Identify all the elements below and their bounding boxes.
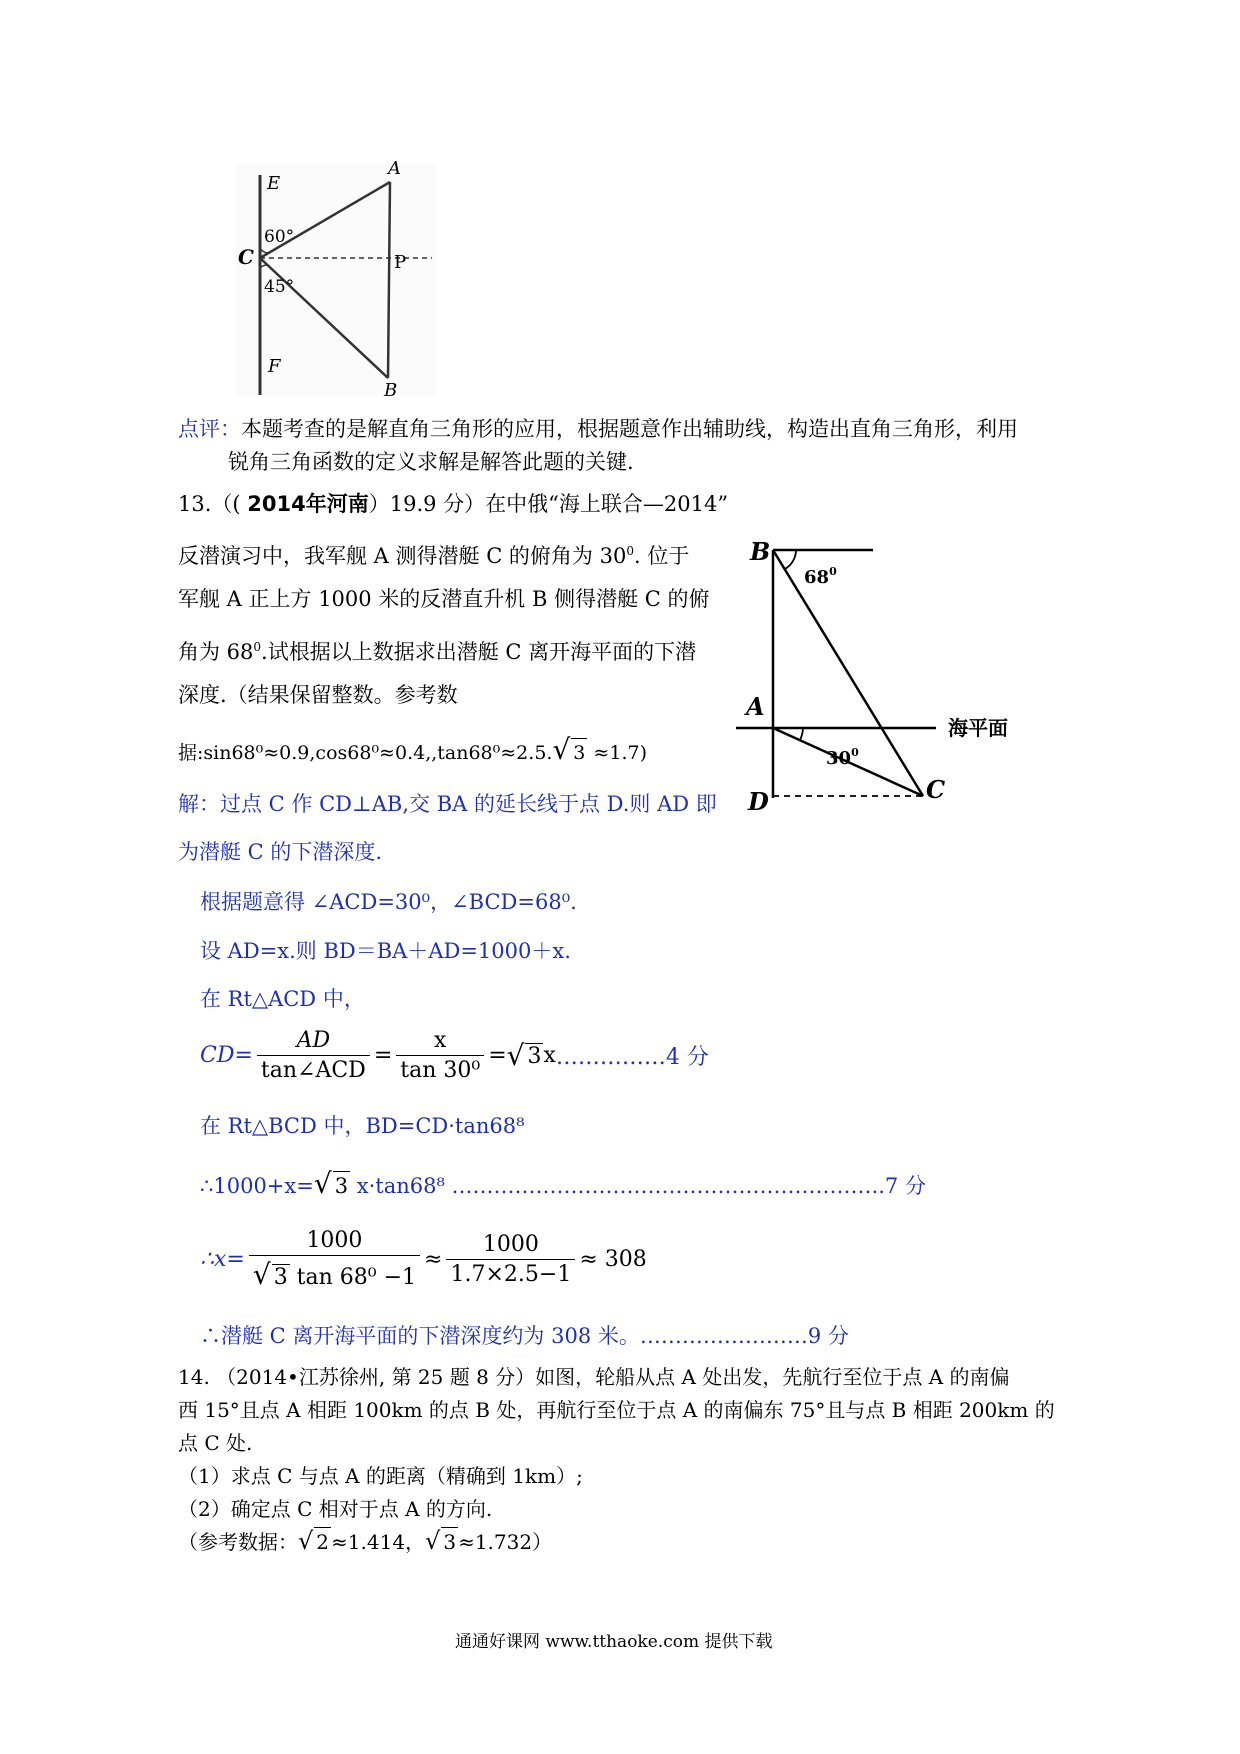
comment-label: 点评： [178, 417, 241, 441]
cd-label: CD= [200, 1043, 253, 1068]
q13-sup-1: 0 [626, 544, 634, 558]
cd-result-x: x [543, 1043, 556, 1068]
solution-line-8: ∴潜艇 C 离开海平面的下潜深度约为 308 米。……………………9 分 [200, 1324, 849, 1348]
q13-text-2-end: . 位于 [633, 544, 690, 568]
cd-score: ……………4 分 [555, 1045, 709, 1070]
label-E: E [267, 173, 281, 194]
cd-den-2: tan 30⁰ [400, 1058, 481, 1083]
comment-text-1: 本题考查的是解直角三角形的应用，根据题意作出辅助线，构造出直角三角形，利用 [241, 417, 1018, 441]
solution-line-1: 解：过点 C 作 CD⊥AB,交 BA 的延长线于点 D.则 AD 即 [178, 792, 717, 816]
q13-line-5: 深度.（结果保留整数。参考数 [178, 683, 458, 707]
s7-start: ∴1000+x= [200, 1174, 314, 1198]
label-A2: A [746, 692, 765, 721]
solution-line-5: 在 Rt△ACD 中， [200, 987, 365, 1011]
angle-30-value: 30 [826, 748, 852, 769]
figure-2-diagram [728, 528, 1048, 818]
q13-number: 13.（( [178, 492, 248, 516]
footer-text: 通通好课网 www.tthaoke.com 提供下载 [455, 1632, 773, 1652]
label-C: C [238, 245, 254, 269]
s7-sqrt-value: 3 [333, 1171, 350, 1200]
label-A: A [388, 160, 401, 179]
angle-68-sup: 0 [829, 565, 837, 578]
q13-sqrt-value: 3 [571, 738, 587, 767]
solution-line-2: 为潜艇 C 的下潜深度. [178, 840, 383, 864]
x-num-2: 1000 [446, 1232, 575, 1260]
q13-line-4 [178, 633, 696, 666]
x-den-1-rest: tan 68⁰ −1 [289, 1265, 417, 1290]
q13-line-3: 军舰 A 正上方 1000 米的反潜直升机 B 侧得潜艇 C 的俯 [178, 587, 710, 611]
x-den-1-sqrt: 3 [273, 1265, 288, 1290]
q13-source: 2014年河南 [247, 492, 369, 516]
label-B2: B [750, 537, 771, 566]
solution-line-7 [200, 1167, 926, 1200]
q14-line-6 [178, 1527, 552, 1556]
sqrt-symbol: √ [313, 1167, 332, 1200]
cd-den-1: tan∠ACD [260, 1058, 366, 1083]
x-result: ≈ 308 [579, 1247, 647, 1272]
solution-line-4: 设 AD=x.则 BD＝BA＋AD=1000＋x. [200, 939, 571, 963]
solution-line-6: 在 Rt△BCD 中，BD=CD·tan68⁸ [200, 1114, 525, 1138]
approx-sign: ≈ [424, 1247, 443, 1272]
q14-line-5: （2）确定点 C 相对于点 A 的方向. [178, 1497, 493, 1521]
q13-sup-2: 0 [253, 640, 262, 654]
q13-intro: ）19.9 分）在中俄“海上联合—2014” [368, 492, 729, 516]
cd-fraction-1 [257, 1028, 370, 1083]
q14-sqrt-3: 3 [441, 1527, 458, 1556]
label-P: P [394, 252, 407, 273]
cd-sqrt-value: 3 [527, 1043, 542, 1069]
q14-ref-1: ≈1.414， [331, 1530, 426, 1554]
x-equation [200, 1228, 647, 1291]
cd-num-2: x [396, 1028, 484, 1056]
solution-line-3: 根据题意得 ∠ACD=30⁰，∠BCD=68⁰. [200, 890, 577, 914]
q14-ref-2: ≈1.732） [458, 1530, 553, 1554]
angle-60: 60° [264, 227, 295, 247]
x-den-2: 1.7×2.5−1 [450, 1262, 572, 1287]
q13-text-4: 角为 68 [178, 640, 254, 664]
sqrt-symbol: √ [506, 1039, 525, 1072]
q14-line-2: 西 15°且点 A 相距 100km 的点 B 处，再航行至位于点 A 的南偏东 75°且与点 B 相距 200km 的 [178, 1398, 1055, 1422]
q13-text-4-end: .试根据以上数据求出潜艇 C 离开海平面的下潜 [261, 640, 697, 664]
q14-ref-label: （参考数据： [178, 1530, 298, 1554]
q13-line-1 [178, 490, 728, 518]
sqrt-symbol: √ [552, 733, 571, 766]
q14-line-1: 14. （2014•江苏徐州, 第 25 题 8 分）如图，轮船从点 A 处出发，先航行至位于点 A 的南偏 [178, 1365, 1010, 1389]
label-C2: C [926, 775, 946, 804]
angle-arc-A [800, 728, 803, 740]
result-equals: = [488, 1043, 507, 1068]
x-fraction-1 [249, 1228, 420, 1291]
cd-num-1: AD [257, 1028, 370, 1056]
s7-end: x·tan68⁸ ……………………………………………………..7 分 [350, 1174, 926, 1198]
label-sea-level: 海平面 [948, 716, 1008, 740]
q13-line-6 [178, 733, 647, 767]
sqrt-symbol: √ [252, 1258, 271, 1291]
equals-sign: = [373, 1043, 393, 1068]
label-B: B [384, 380, 398, 400]
x-num-1: 1000 [249, 1228, 420, 1256]
cd-equation [200, 1028, 709, 1083]
cd-fraction-2 [396, 1028, 484, 1083]
q13-text-2: 反潜演习中，我军舰 A 测得潜艇 C 的俯角为 30 [178, 544, 627, 568]
label-D2: D [748, 787, 769, 816]
figure-1-diagram [232, 160, 442, 400]
sqrt-symbol: √ [425, 1527, 441, 1555]
x-den-1 [249, 1256, 420, 1291]
comment-line-1 [178, 415, 1018, 443]
angle-arc-B [785, 550, 796, 569]
q14-line-4: （1）求点 C 与点 A 的距离（精确到 1km）; [178, 1464, 583, 1488]
q13-ref-end: ≈1.7) [587, 742, 647, 764]
angle-68-value: 68 [804, 567, 830, 588]
x-fraction-2 [446, 1232, 575, 1287]
comment-line-2: 锐角三角函数的定义求解是解答此题的关键. [228, 450, 634, 474]
x-label: ∴x= [200, 1247, 245, 1272]
sqrt-symbol: √ [298, 1527, 314, 1555]
q14-line-3: 点 C 处. [178, 1431, 253, 1455]
angle-45: 45° [264, 277, 295, 297]
angle-68 [804, 565, 837, 588]
q13-line-2 [178, 537, 689, 570]
angle-30-sup: 0 [851, 746, 859, 759]
label-F: F [268, 356, 281, 377]
q14-sqrt-2: 2 [314, 1527, 331, 1556]
q13-ref-data: 据:sin68⁰≈0.9,cos68⁰≈0.4,,tan68⁰≈2.5. [178, 742, 553, 764]
